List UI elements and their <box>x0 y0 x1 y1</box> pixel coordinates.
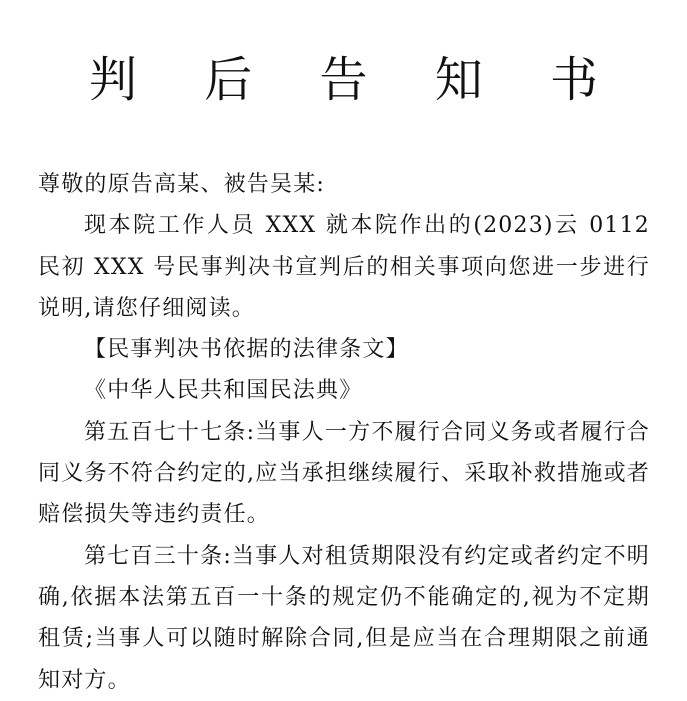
intro-paragraph: 现本院工作人员 XXX 就本院作出的(2023)云 0112 民初 XXX 号民事判决书宣判后的相关事项向您进一步进行说明,请您仔细阅读。 <box>38 213 650 321</box>
salutation: 尊敬的原告高某、被告吴某: <box>38 172 326 197</box>
article-paragraph: 第五百七十七条:当事人一方不履行合同义务或者履行合同义务不符合约定的,应当承担继续履行、采取补救措施或者赔偿损失等违约责任。 <box>38 419 650 528</box>
law-name: 《中华人民共和国民法典》 <box>84 378 363 404</box>
section-heading: 【民事判决书依据的法律条文】 <box>84 337 409 363</box>
document-body <box>38 164 650 701</box>
document-title: 判 后 告 知 书 <box>88 52 625 108</box>
article-paragraph: 第七百三十条:当事人对租赁期限没有约定或者约定不明确,依据本法第五百一十条的规定仍不能确定的,视为不定期租赁;当事人可以随时解除合同,但是应当在合理期限之前通知对方。 <box>38 543 650 693</box>
